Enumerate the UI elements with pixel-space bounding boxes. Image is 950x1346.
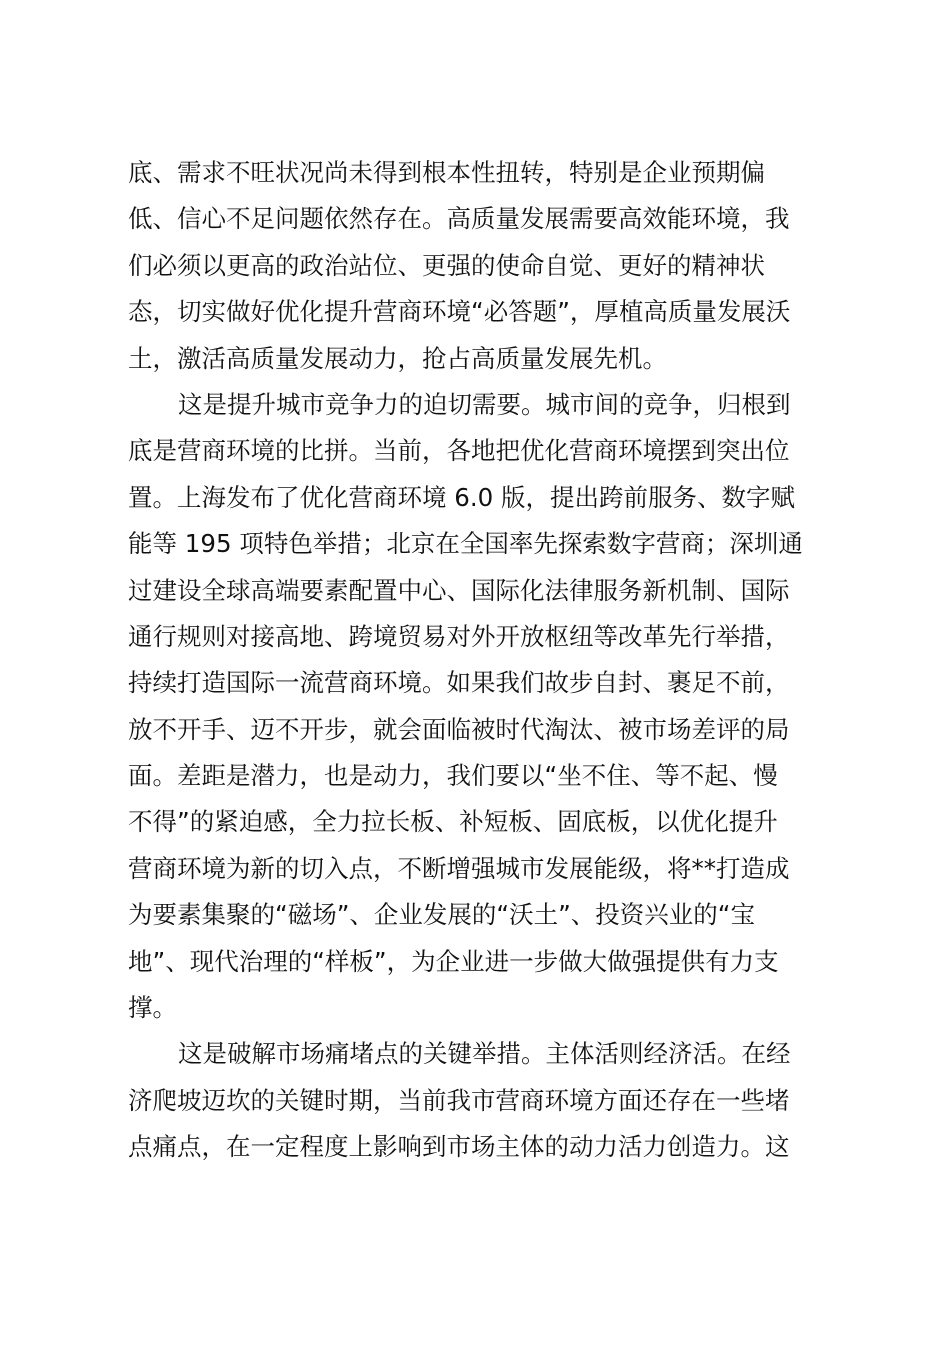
paragraph-2-line-7: 持续打造国际一流营商环境。如果我们故步自封、裹足不前， — [128, 668, 790, 698]
document-body — [128, 150, 828, 1171]
paragraph-1-line-5: 土，激活高质量发展动力，抢占高质量发展先机。 — [128, 343, 667, 373]
paragraph-3-line-3: 点痛点，在一定程度上影响到市场主体的动力活力创造力。这 — [128, 1132, 790, 1162]
paragraph-2-line-14: 撑。 — [128, 993, 177, 1023]
paragraph-2-line-10: 不得”的紧迫感，全力拉长板、补短板、固底板，以优化提升 — [128, 807, 778, 837]
paragraph-2-line-9: 面。差距是潜力，也是动力，我们要以“坐不住、等不起、慢 — [128, 761, 778, 791]
paragraph-1-line-1: 底、需求不旺状况尚未得到根本性扭转，特别是企业预期偏 — [128, 158, 765, 187]
paragraph-1-line-2: 低、信心不足问题依然存在。高质量发展需要高效能环境，我 — [128, 204, 790, 234]
paragraph-2-line-4: 能等 195 项特色举措；北京在全国率先探索数字营商；深圳通 — [128, 529, 803, 559]
paragraph-2-line-3: 置。上海发布了优化营商环境 6.0 版，提出跨前服务、数字赋 — [128, 482, 796, 512]
paragraph-2-line-2: 底是营商环境的比拼。当前，各地把优化营商环境摆到突出位 — [128, 436, 790, 466]
paragraph-2-line-13: 地”、现代治理的“样板”，为企业进一步做大做强提供有力支 — [128, 946, 779, 976]
paragraph-3-line-1: 这是破解市场痛堵点的关键举措。主体活则经济活。在经 — [178, 1039, 791, 1069]
paragraph-2-line-6: 通行规则对接高地、跨境贸易对外开放枢纽等改革先行举措， — [128, 621, 790, 651]
paragraph-1-line-3: 们必须以更高的政治站位、更强的使命自觉、更好的精神状 — [128, 250, 765, 280]
paragraph-2-line-12: 为要素集聚的“磁场”、企业发展的“沃土”、投资兴业的“宝 — [128, 900, 755, 930]
paragraph-3-line-2: 济爬坡迈坎的关键时期，当前我市营商环境方面还存在一些堵 — [128, 1085, 790, 1115]
paragraph-2-line-8: 放不开手、迈不开步，就会面临被时代淘汰、被市场差评的局 — [128, 714, 790, 744]
paragraph-2-line-5: 过建设全球高端要素配置中心、国际化法律服务新机制、国际 — [128, 575, 790, 605]
paragraph-1-line-4: 态，切实做好优化提升营商环境“必答题”，厚植高质量发展沃 — [128, 297, 791, 327]
paragraph-2-line-1: 这是提升城市竞争力的迫切需要。城市间的竞争，归根到 — [178, 389, 791, 419]
paragraph-2-line-11: 营商环境为新的切入点，不断增强城市发展能级，将**打造成 — [128, 853, 790, 883]
